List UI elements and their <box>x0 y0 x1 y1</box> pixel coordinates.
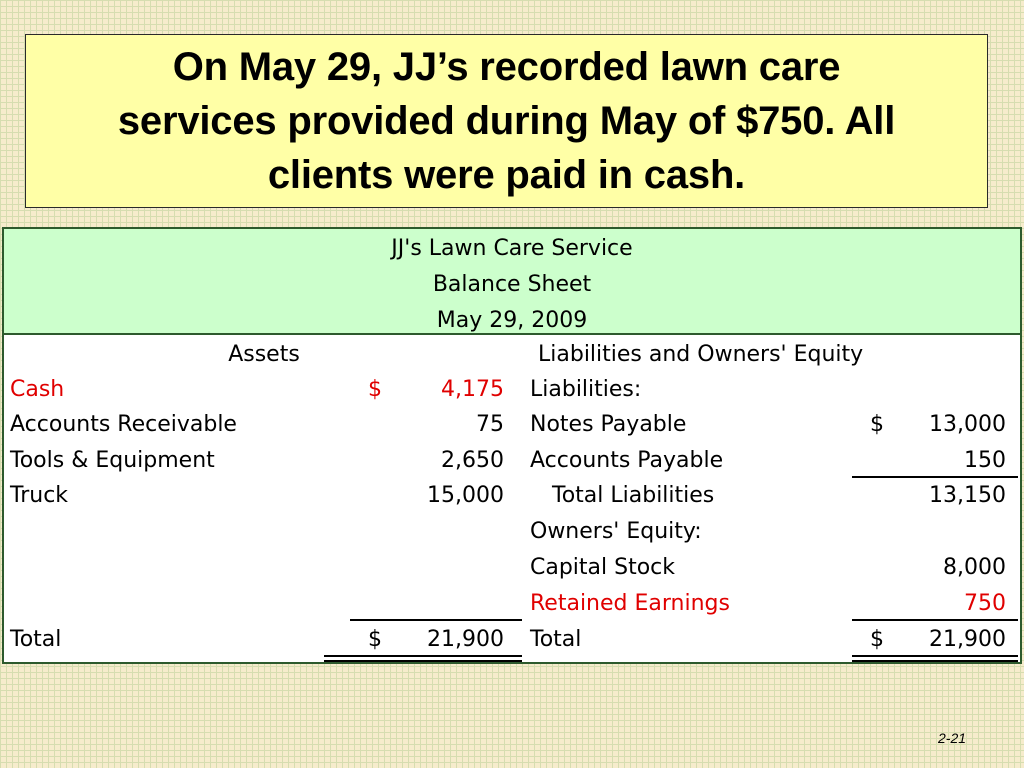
liabilities-equity-total-label: Total <box>530 627 582 652</box>
asset-label-accounts-receivable: Accounts Receivable <box>10 412 237 437</box>
equity-label-capital-stock: Capital Stock <box>530 555 676 580</box>
asset-amount-accounts-receivable: 75 <box>476 412 504 437</box>
company-name: JJ's Lawn Care Service <box>391 236 633 261</box>
balance-sheet-header <box>4 229 1020 335</box>
owners-equity-heading: Owners' Equity: <box>530 519 702 544</box>
liabilities-subtotal-rule <box>852 476 1018 478</box>
assets-heading: Assets <box>228 342 300 367</box>
headline-line-1: On May 29, JJ’s recorded lawn care <box>172 45 841 89</box>
liability-currency-notes-payable: $ <box>870 412 884 437</box>
equity-amount-retained-earnings: 750 <box>964 591 1006 616</box>
statement-title: Balance Sheet <box>432 272 592 297</box>
liabilities-heading: Liabilities: <box>530 377 642 402</box>
assets-subtotal-rule <box>350 619 522 621</box>
equity-amount-capital-stock: 8,000 <box>943 555 1006 580</box>
liability-label-accounts-payable: Accounts Payable <box>530 448 724 473</box>
asset-label-truck: Truck <box>10 483 69 508</box>
equity-label-retained-earnings: Retained Earnings <box>530 591 730 616</box>
liability-label-notes-payable: Notes Payable <box>530 412 687 437</box>
assets-total-label: Total <box>10 627 62 652</box>
asset-amount-cash: 4,175 <box>441 377 504 402</box>
equity-subtotal-rule <box>852 619 1018 621</box>
liability-amount-notes-payable: 13,000 <box>929 412 1006 437</box>
headline-text <box>104 40 909 202</box>
headline-box <box>25 34 988 208</box>
page-number: 2-21 <box>938 730 967 746</box>
total-liabilities-label: Total Liabilities <box>552 483 715 508</box>
assets-total-amount: 21,900 <box>427 627 504 652</box>
total-liabilities-amount: 13,150 <box>929 483 1006 508</box>
asset-label-cash: Cash <box>10 377 65 402</box>
liabilities-equity-total-amount: 21,900 <box>929 627 1006 652</box>
asset-label-tools-equipment: Tools & Equipment <box>10 448 215 473</box>
asset-amount-truck: 15,000 <box>427 483 504 508</box>
liabilities-equity-total-double-rule <box>852 655 1018 662</box>
assets-total-currency: $ <box>368 627 382 652</box>
headline-line-3: clients were paid in cash. <box>267 153 746 197</box>
statement-date: May 29, 2009 <box>436 308 588 333</box>
assets-total-double-rule <box>324 655 522 662</box>
asset-currency-cash: $ <box>368 377 382 402</box>
liability-amount-accounts-payable: 150 <box>964 448 1006 473</box>
liabilities-equity-total-currency: $ <box>870 627 884 652</box>
asset-amount-tools-equipment: 2,650 <box>441 448 504 473</box>
headline-line-2: services provided during May of $750. All <box>117 99 896 143</box>
balance-sheet <box>2 227 1022 664</box>
liabilities-equity-heading: Liabilities and Owners' Equity <box>538 342 864 367</box>
